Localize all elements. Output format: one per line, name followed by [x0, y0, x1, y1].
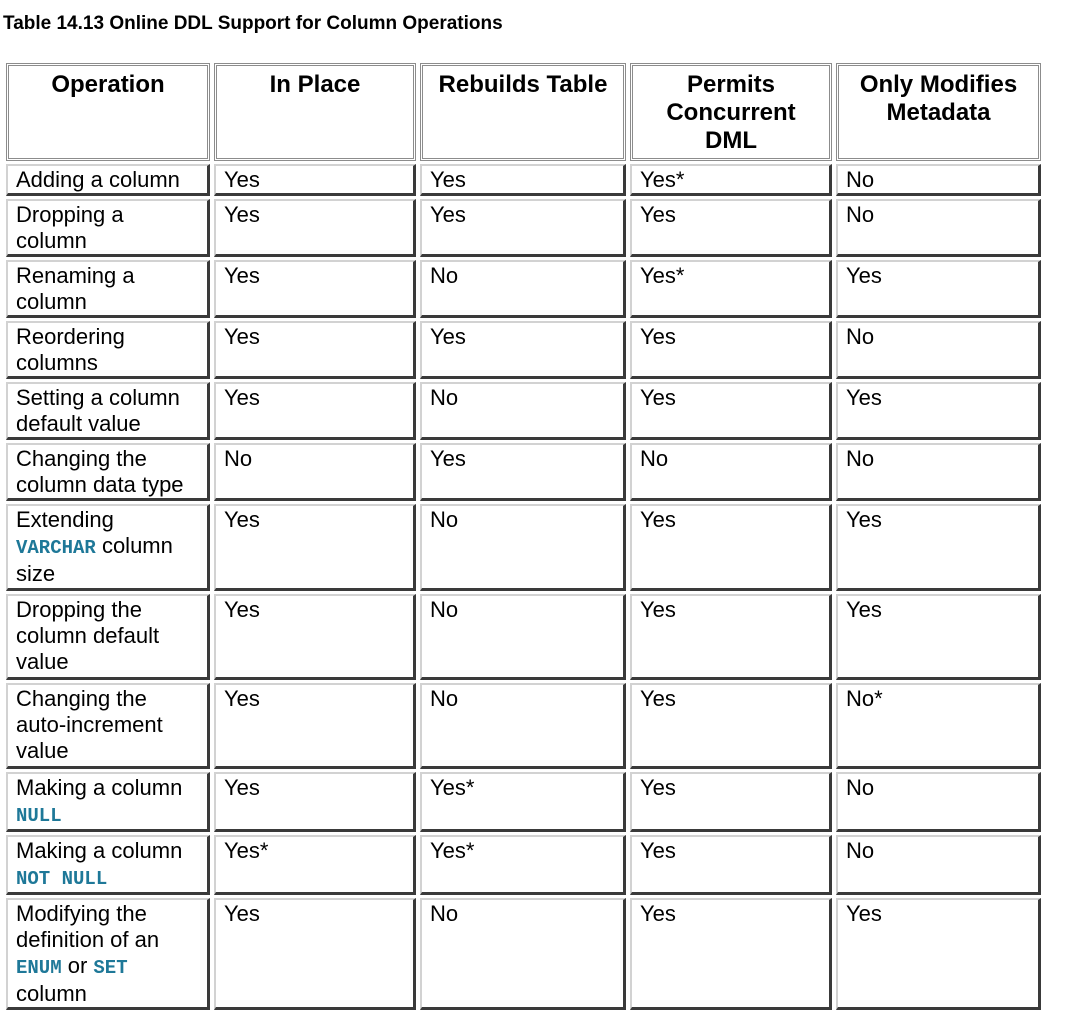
concurrent-dml-cell: Yes — [630, 382, 832, 440]
operation-text: Changing the — [16, 446, 147, 471]
operation-cell — [6, 321, 210, 379]
table-row — [6, 382, 1041, 440]
in-place-cell: Yes — [214, 683, 416, 769]
operation-cell — [6, 164, 210, 196]
metadata-only-cell: No — [836, 321, 1041, 379]
concurrent-dml-cell: Yes — [630, 321, 832, 379]
operation-text: Setting a column — [16, 385, 180, 410]
in-place-cell: Yes* — [214, 835, 416, 895]
operation-text: size — [16, 561, 56, 586]
operation-text: Modifying the — [16, 901, 147, 926]
operation-text: Adding a column — [16, 167, 180, 192]
operation-text: column — [16, 981, 87, 1006]
rebuilds-table-cell: Yes* — [420, 772, 626, 832]
table-row — [6, 199, 1041, 257]
operation-text: column default — [16, 623, 160, 648]
metadata-only-cell: Yes — [836, 594, 1041, 680]
header-line: Concurrent — [666, 99, 796, 126]
header-row — [6, 63, 1041, 161]
metadata-only-cell: Yes — [836, 504, 1041, 591]
concurrent-dml-cell: Yes — [630, 835, 832, 895]
table-row — [6, 443, 1041, 501]
table-row — [6, 504, 1041, 591]
header-only-modifies-metadata — [836, 63, 1041, 161]
operation-text: columns — [16, 350, 98, 375]
operation-text: value — [16, 649, 69, 674]
operation-text: Renaming a — [16, 263, 135, 288]
code-literal: SET — [93, 957, 128, 979]
rebuilds-table-cell: No — [420, 382, 626, 440]
table-row — [6, 260, 1041, 318]
code-literal: VARCHAR — [16, 537, 96, 559]
operation-cell — [6, 199, 210, 257]
metadata-only-cell: No — [836, 443, 1041, 501]
in-place-cell: Yes — [214, 504, 416, 591]
table-row — [6, 683, 1041, 769]
table-caption: Table 14.13 Online DDL Support for Column Operations — [3, 13, 503, 34]
in-place-cell: Yes — [214, 594, 416, 680]
operation-text: definition of an — [16, 927, 160, 952]
metadata-only-cell: No — [836, 199, 1041, 257]
in-place-cell: No — [214, 443, 416, 501]
concurrent-dml-cell: Yes — [630, 683, 832, 769]
rebuilds-table-cell: Yes* — [420, 835, 626, 895]
in-place-cell: Yes — [214, 199, 416, 257]
operation-cell — [6, 772, 210, 832]
operation-text: auto-increment — [16, 712, 163, 737]
concurrent-dml-cell: No — [630, 443, 832, 501]
rebuilds-table-cell: Yes — [420, 199, 626, 257]
operation-cell — [6, 898, 210, 1010]
operation-text: Extending — [16, 507, 114, 532]
rebuilds-table-cell: No — [420, 898, 626, 1010]
header-line: DML — [705, 127, 757, 154]
table-row — [6, 835, 1041, 895]
operation-text: Reordering — [16, 324, 125, 349]
header-operation: Operation — [6, 63, 210, 161]
operation-cell — [6, 504, 210, 591]
operation-text: or — [61, 953, 94, 978]
header-line: Only Modifies — [859, 71, 1018, 98]
operation-text: Changing the — [16, 686, 147, 711]
concurrent-dml-cell: Yes — [630, 594, 832, 680]
concurrent-dml-cell: Yes — [630, 772, 832, 832]
operation-cell — [6, 835, 210, 895]
operation-cell — [6, 382, 210, 440]
table-row — [6, 164, 1041, 196]
metadata-only-cell: Yes — [836, 898, 1041, 1010]
operation-text: column data type — [16, 472, 184, 497]
header-permits-concurrent-dml — [630, 63, 832, 161]
concurrent-dml-cell: Yes* — [630, 260, 832, 318]
operation-text: default value — [16, 411, 141, 436]
operation-text: Dropping the — [16, 597, 142, 622]
online-ddl-column-operations-table — [2, 60, 1045, 1013]
concurrent-dml-cell: Yes — [630, 199, 832, 257]
metadata-only-cell: No — [836, 772, 1041, 832]
rebuilds-table-cell: No — [420, 504, 626, 591]
concurrent-dml-cell: Yes — [630, 504, 832, 591]
operation-cell — [6, 443, 210, 501]
in-place-cell: Yes — [214, 260, 416, 318]
metadata-only-cell: No — [836, 835, 1041, 895]
operation-text: Making a column — [16, 838, 183, 863]
concurrent-dml-cell: Yes* — [630, 164, 832, 196]
operation-cell — [6, 683, 210, 769]
rebuilds-table-cell: Yes — [420, 164, 626, 196]
code-literal: NOT NULL — [16, 868, 108, 890]
operation-text: value — [16, 738, 69, 763]
metadata-only-cell: No — [836, 164, 1041, 196]
operation-text: column — [16, 289, 87, 314]
rebuilds-table-cell: No — [420, 260, 626, 318]
operation-text: Dropping a — [16, 202, 124, 227]
header-line: Permits — [686, 71, 776, 98]
table-row — [6, 321, 1041, 379]
metadata-only-cell: Yes — [836, 260, 1041, 318]
table-row — [6, 772, 1041, 832]
header-rebuilds-table: Rebuilds Table — [420, 63, 626, 161]
operation-text: column — [95, 533, 173, 558]
operation-cell — [6, 260, 210, 318]
header-in-place: In Place — [214, 63, 416, 161]
metadata-only-cell: Yes — [836, 382, 1041, 440]
header-line: Metadata — [886, 99, 991, 126]
rebuilds-table-cell: Yes — [420, 321, 626, 379]
metadata-only-cell: No* — [836, 683, 1041, 769]
in-place-cell: Yes — [214, 321, 416, 379]
concurrent-dml-cell: Yes — [630, 898, 832, 1010]
in-place-cell: Yes — [214, 772, 416, 832]
code-literal: NULL — [16, 805, 62, 827]
rebuilds-table-cell: No — [420, 594, 626, 680]
operation-text: column — [16, 228, 87, 253]
table-row — [6, 594, 1041, 680]
operation-cell — [6, 594, 210, 680]
in-place-cell: Yes — [214, 382, 416, 440]
table-row — [6, 898, 1041, 1010]
rebuilds-table-cell: No — [420, 683, 626, 769]
in-place-cell: Yes — [214, 164, 416, 196]
in-place-cell: Yes — [214, 898, 416, 1010]
code-literal: ENUM — [16, 957, 62, 979]
operation-text: Making a column — [16, 775, 183, 800]
rebuilds-table-cell: Yes — [420, 443, 626, 501]
